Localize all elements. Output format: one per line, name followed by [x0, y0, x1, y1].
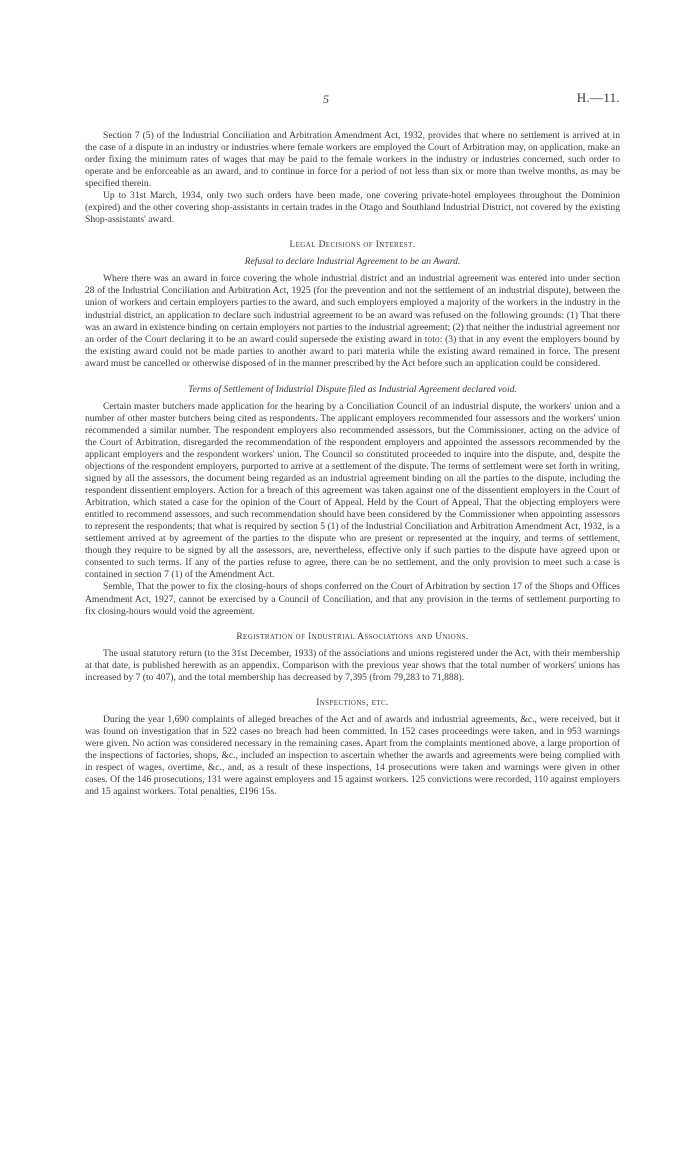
section-terms-of-settlement: [85, 384, 620, 618]
section-subheading: Terms of Settlement of Industrial Dispute filed as Industrial Agreement declared void.: [188, 383, 517, 395]
paragraph: During the year 1,690 complaints of alleged breaches of the Act and of awards and industrial agreements, &c., were received, but it was found on investigation that in 522 cases no breach had been committed. In 152 cases proceedings were taken, and in 953 warnings were given. No action was considered necessary in the remaining cases. Apart from the complaints mentioned above, a large proportion of the inspections of factories, shops, &c., included an inspection to ascertain whether the awards and agreements were being complied with in respect of wages, overtime, &c., and, as a result of these inspections, 14 prosecutions were taken and warnings were given in other cases. Of the 146 prosecutions, 131 were against employers and 15 against workers. 125 convictions were recorded, 110 against employers and 15 against workers. Total penalties, £196 15s.: [85, 713, 620, 798]
page-number: 5: [323, 92, 329, 106]
document-body: [85, 130, 620, 798]
section-heading: Registration of Industrial Associations and Unions.: [236, 631, 469, 642]
section-heading: Inspections, etc.: [316, 697, 389, 708]
section-registration: [85, 632, 620, 684]
section-legal-decisions: [85, 240, 620, 369]
paragraph: Where there was an award in force covering the whole industrial district and an industrial agreement was entered into under section 28 of the Industrial Conciliation and Arbitration Act, 1925 (for the prevention and not the settlement of an industrial dispute), between the union of workers and certain employers parties to the award, and such employers employed a majority of the workers in the industry in the industrial district, an application to declare such industrial agreement to be an award was refused on the following grounds: (1) That there was an award in existence binding on certain employers not parties to the industrial agreement; (2) that neither the industrial agreement nor an order of the Court declaring it to be an award could supersede the existing award in toto: (3) that in any event the employers bound by the existing award could not be made parties to another award to pari materia while the existing award remained in force. The present award must be cancelled or otherwise disposed of in the manner prescribed by the Act before such an application could be considered.: [85, 273, 620, 369]
section-female-workers-orders: [85, 130, 620, 226]
paragraph: Certain master butchers made application for the hearing by a Conciliation Council of an industrial dispute, the workers' union and a number of other master butchers being cited as respondents. The applicant employers recommended four assessors and the workers' union recommended a similar number. The respondent employers also recommended assessors, but the Commissioner, acting on the advice of the Court of Arbitration, disregarded the recommendation of the respondent employers and appointed the assessors recommended by the applicant employers and the respondent workers' union. The Council so constituted proceeded to inquire into the dispute, and, despite the objections of the respondent employers, purported to arrive at a settlement of the dispute. The terms of settlement were set forth in writing, signed by all the assessors, the document being regarded as an industrial agreement binding on all the parties to the dispute, including the respondent dissentient employers. Action for a breach of this agreement was taken against one of the dissentient employers in the Court of Arbitration, which stated a case for the opinion of the Court of Appeal. Held by the Court of Appeal, That the objecting employers were entitled to recommend assessors, and such recommendation should have been considered by the Commissioner when appointing assessors to represent the respondents; that what is required by section 5 (1) of the Industrial Conciliation and Arbitration Amendment Act, 1932, is a settlement arrived at by agreement of the parties to the dispute who are present or represented at the inquiry, and terms of settlement, though they require to be signed by all the assessors, are, nevertheless, effective only if such parties to the dispute have agreed upon or consented to such terms. If any of the parties refuse to agree, there can be no settlement, and the only provision to meet such a case is contained in section 7 (1) of the Amendment Act.: [85, 400, 620, 581]
paragraph: The usual statutory return (to the 31st December, 1933) of the associations and unions registered under the Act, with their membership at that date, is published herewith as an appendix. Comparison with the previous year shows that the total number of workers' unions has increased by 7 (to 407), and the total membership has decreased by 7,395 (from 79,283 to 71,888).: [85, 647, 620, 683]
paragraph: Semble, That the power to fix the closing-hours of shops conferred on the Court of Arbitration by section 17 of the Shops and Offices Amendment Act, 1927, cannot be exercised by a Council of Conciliation, and that any provision in the terms of settlement purporting to fix closing-hours would void the agreement.: [85, 581, 620, 617]
document-reference: H.—11.: [576, 90, 620, 105]
section-inspections: [85, 698, 620, 798]
section-subheading: Refusal to declare Industrial Agreement to be an Award.: [244, 256, 461, 268]
section-heading: Legal Decisions of Interest.: [289, 240, 416, 251]
paragraph: Section 7 (5) of the Industrial Conciliation and Arbitration Amendment Act, 1932, provides that where no settlement is arrived at in the case of a dispute in an industry or industries where female workers are employed the Court of Arbitration may, on application, make an order fixing the minimum rates of wages that may be paid to the female workers in the industry or industries concerned, such order to operate and be enforceable as an award, and to continue in force for a period of not less than six or more than twelve months, as may be specified therein.: [85, 130, 620, 190]
paragraph: Up to 31st March, 1934, only two such orders have been made, one covering private-hotel employees throughout the Dominion (expired) and the other covering shop-assistants in certain trades in the Otago and Southland Industrial District, not covered by the existing Shop-assistants' award.: [85, 190, 620, 226]
page-header: [85, 92, 620, 108]
